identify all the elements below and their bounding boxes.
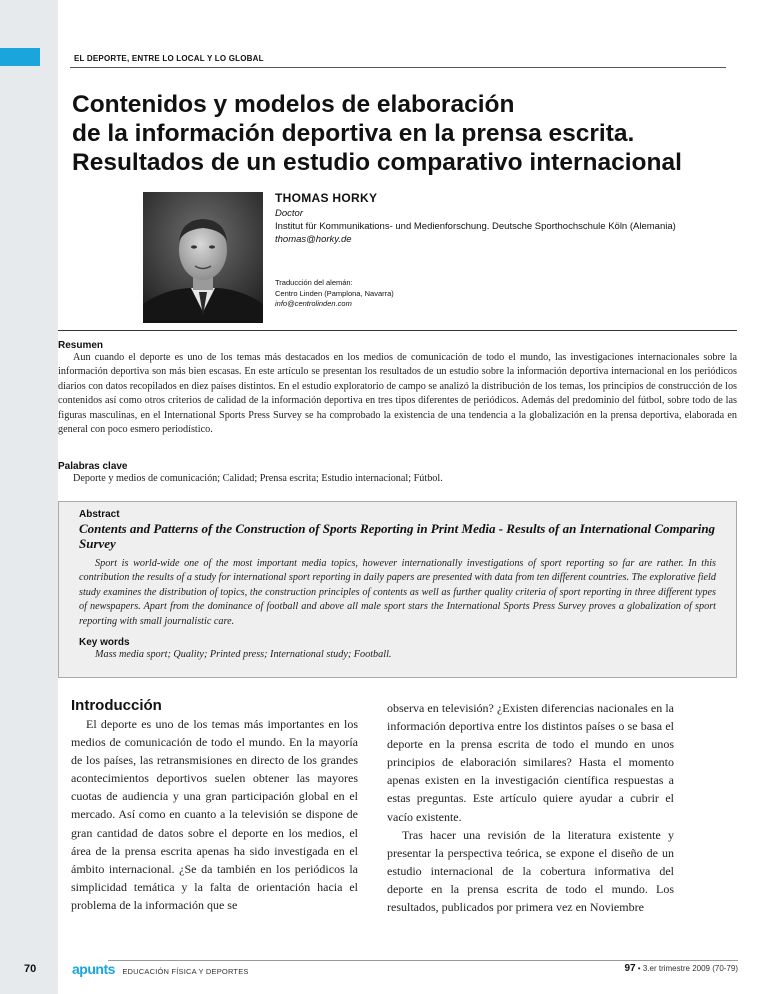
abstract-keywords-heading: Key words: [79, 637, 130, 649]
abstract-title: Contents and Patterns of the Construction of Sports Reporting in Print Media - Results of an International Comparing Survey: [79, 521, 716, 551]
keywords-heading: Palabras clave: [58, 461, 128, 472]
author-block: [275, 191, 735, 245]
intro-heading: Introducción: [71, 697, 162, 714]
translation-email[interactable]: info@centrolinden.com: [275, 299, 352, 308]
journal-brand: [72, 961, 249, 979]
body-column-left: [71, 697, 358, 914]
title-line-2: de la información deportiva en la prensa escrita.: [72, 120, 635, 147]
body-column-right: [387, 699, 674, 916]
page-number: 70: [24, 963, 37, 975]
title-line-1: Contenidos y modelos de elaboración: [72, 91, 515, 118]
keywords-section: [58, 461, 737, 486]
author-institution: Institut für Kommunikations- und Medienforschung. Deutsche Sporthochschule Köln (Alemania): [275, 221, 676, 232]
author-degree: Doctor: [275, 208, 303, 219]
resumen-text: Aun cuando el deporte es uno de los temas más destacados en los medios de comunicación de todo el mundo, las investigaciones internacionales sobre la información deportiva son más bien escasas. En este artículo se presentan los resultados de un estudio sobre la información deportiva internacional en los periódicos diarios con datos recopilados en diez países distintos. En el estudio exploratorio de campo se analizó la distribución de los temas, los principios de construcción de los contenidos así como otros criterios de calidad de la información deportiva en tres tipos diferentes de periódicos. Además del predominio del fútbol, sobre todo de las figuras masculinas, en el International Sports Press Survey se ha comprobado la existencia de una tendencia a la globalización en la prensa deportiva, elaborada en general con poco esmero periodístico.: [58, 352, 737, 436]
resumen-heading: Resumen: [58, 340, 104, 351]
abstract-heading: Abstract: [79, 509, 120, 520]
translation-org: Centro Linden (Pamplona, Navarra): [275, 288, 394, 298]
issue-number: 97: [624, 963, 636, 974]
author-email[interactable]: thomas@horky.de: [275, 234, 352, 245]
resumen-section: [58, 340, 737, 437]
section-label: EL DEPORTE, ENTRE LO LOCAL Y LO GLOBAL: [74, 54, 264, 63]
section-rule: [70, 67, 726, 68]
author-portrait-image: [143, 192, 263, 323]
author-photo: [143, 192, 263, 323]
publication-name: EDUCACIÓN FÍSICA Y DEPORTES: [122, 967, 249, 976]
abstract-text: Sport is world-wide one of the most important media topics, however internationally investigations of sport reporting so far are rather. In this contribution the results of a study for international sport reporting in daily papers are presented with data from ten different countries. The explorative field study examines the distribution of topics, the construction principles of contents as well as further quality criteria of sport reporting in three different types of newspapers. Apart from the dominance of football and above all male sport stars the International Sports Press Survey proves a globalization of sport reporting with small journalistic care.: [79, 558, 716, 627]
intro-paragraph-1: El deporte es uno de los temas más importantes en los medios de comunicación de todo el mundo. En la mayoría de los países, las retransmisiones en directo de los grandes acontecimientos deportivos suelen obtener las mayores cuotas de audiencia y una gran participación global en el mercado. Así como en cuanto a la televisión se dispone de gran cantidad de datos sobre el deporte en los medios, el área de la prensa escrita apenas ha sido investigada en el ámbito internacional. ¿Se da también en los periódicos la simplicidad temática y la falta de orientación hacia el problema de la información que se: [71, 717, 358, 912]
title-line-3: Resultados de un estudio comparativo internacional: [72, 149, 682, 176]
issue-text: 3.er trimestre 2009 (70-79): [642, 964, 738, 973]
intro-paragraph-1-continued: observa en televisión? ¿Existen diferencias nacionales en la información deportiva entre los distintos países o se basa el deporte en la prensa escrita de todo el mundo en unos principios de elaboración similares? Hasta el momento apenas existen en la investigación científica respuestas a estas preguntas. Este artículo quiere ayudar a cubrir el vacío existente.: [387, 701, 674, 824]
apunts-logo: apunts: [72, 961, 115, 977]
keywords-text: Deporte y medios de comunicación; Calidad; Prensa escrita; Estudio internacional; Fútbol.: [73, 473, 443, 484]
left-margin-strip: [0, 0, 58, 994]
issue-info: [624, 963, 738, 974]
article-title: [72, 90, 752, 177]
translation-label: Traducción del alemán:: [275, 278, 353, 287]
section-accent-tab: [0, 48, 40, 66]
intro-paragraph-2: Tras hacer una revisión de la literatura existente y presentar la perspectiva teórica, se expone el diseño de un estudio internacional de la cobertura informativa del deporte en la prensa escrita de todo el mundo. Los resultados, publicados por primera vez en Noviembre: [387, 827, 674, 915]
issue-separator: •: [637, 964, 641, 973]
abstract-box: [58, 501, 737, 678]
translation-credit: [275, 278, 394, 310]
header-divider: [58, 330, 737, 331]
abstract-keywords-text: Mass media sport; Quality; Printed press; International study; Football.: [95, 649, 392, 661]
author-name: THOMAS HORKY: [275, 191, 378, 205]
